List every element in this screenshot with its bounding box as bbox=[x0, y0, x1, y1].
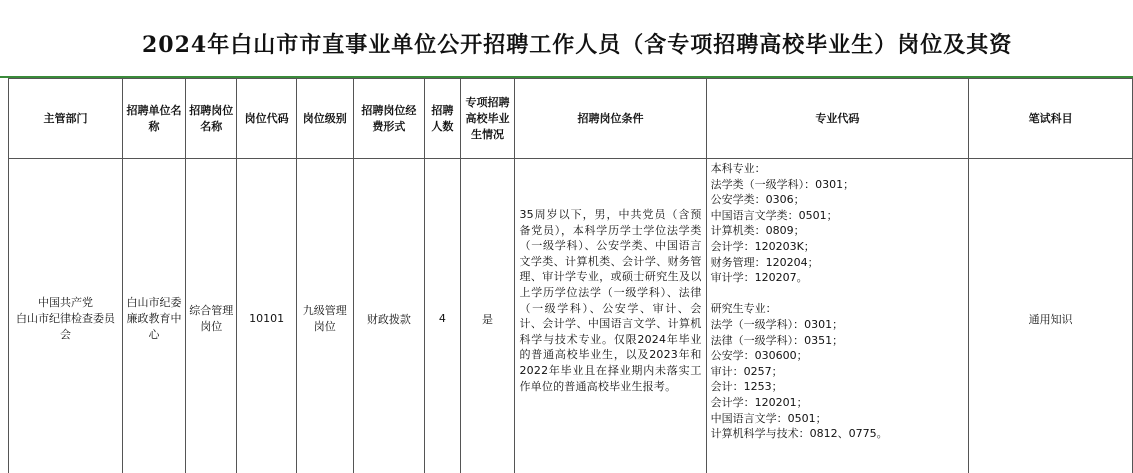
cell-count: 4 bbox=[425, 159, 461, 473]
positions-table bbox=[8, 78, 1133, 473]
major-code-line: 中国语言文学：0501； bbox=[710, 411, 827, 425]
major-code-line: 审计：0257； bbox=[710, 364, 783, 378]
title-bar bbox=[0, 0, 1133, 77]
cell-code: 10101 bbox=[237, 159, 297, 473]
cell-graduate: 是 bbox=[460, 159, 515, 473]
cell-department: 中国共产党 白山市纪律检查委员会 bbox=[9, 159, 123, 473]
major-code-line: 法律（一级学科）：0351； bbox=[710, 333, 844, 347]
cell-unit: 白山市纪委廉政教育中心 bbox=[122, 159, 185, 473]
major-code-line: 会计学：120201； bbox=[710, 395, 808, 409]
header-department: 主管部门 bbox=[9, 79, 123, 159]
major-code-line: 中国语言文学类：0501； bbox=[710, 208, 838, 222]
cell-exam: 通用知识 bbox=[969, 159, 1133, 473]
table-row bbox=[9, 159, 1133, 473]
header-unit: 招聘单位名称 bbox=[122, 79, 185, 159]
major-code-line: 会计：1253； bbox=[710, 380, 783, 394]
header-exam: 笔试科目 bbox=[969, 79, 1133, 159]
cell-major-codes bbox=[706, 159, 969, 473]
header-conditions: 招聘岗位条件 bbox=[515, 79, 706, 159]
header-graduate: 专项招聘高校毕业生情况 bbox=[460, 79, 515, 159]
cell-conditions: 35周岁以下，男，中共党员（含预备党员），本科学历学士学位法学类（一级学科）、公安学类、中国语言文学类、计算机类、会计学、财务管理、审计学专业，或硕士研究生及以上学历学位法学（一级学科）、法律（一级学科）、公安学、审计、会计、会计学、中国语言文学、计算机科学与技术专业。仅限2024年毕业的普通高校毕业生，以及2023年和2022年毕业且在择业期内未落实工作单位的普通高校毕业生报考。 bbox=[515, 159, 706, 473]
header-code: 岗位代码 bbox=[237, 79, 297, 159]
header-position: 招聘岗位名称 bbox=[186, 79, 237, 159]
header-count: 招聘人数 bbox=[425, 79, 461, 159]
table-area bbox=[0, 78, 1133, 473]
major-code-gap bbox=[711, 286, 965, 302]
major-code-line: 公安学类：0306； bbox=[710, 193, 805, 207]
major-code-line: 计算机科学与技术：0812、0775。 bbox=[710, 427, 888, 441]
header-funding: 招聘岗位经费形式 bbox=[353, 79, 425, 159]
header-major-codes: 专业代码 bbox=[706, 79, 969, 159]
major-code-line: 审计学：120207。 bbox=[710, 271, 808, 285]
header-row bbox=[9, 79, 1133, 159]
cell-position: 综合管理岗位 bbox=[186, 159, 237, 473]
cell-funding: 财政拨款 bbox=[353, 159, 425, 473]
major-code-line: 计算机类：0809； bbox=[710, 224, 805, 238]
major-code-line: 会计学：120203K； bbox=[710, 239, 815, 253]
major-code-line: 公安学：030600； bbox=[710, 349, 808, 363]
page-title: 2024年白山市市直事业单位公开招聘工作人员（含专项招聘高校毕业生）岗位及其资 bbox=[142, 32, 1013, 58]
cell-level: 九级管理岗位 bbox=[296, 159, 353, 473]
major-code-line: 法学（一级学科）：0301； bbox=[710, 317, 844, 331]
major-code-line: 法学类（一级学科）：0301； bbox=[710, 177, 855, 191]
major-code-line: 研究生专业： bbox=[710, 302, 777, 316]
major-code-line: 财务管理：120204； bbox=[710, 255, 819, 269]
major-code-line: 本科专业： bbox=[710, 162, 766, 175]
header-level: 岗位级别 bbox=[296, 79, 353, 159]
